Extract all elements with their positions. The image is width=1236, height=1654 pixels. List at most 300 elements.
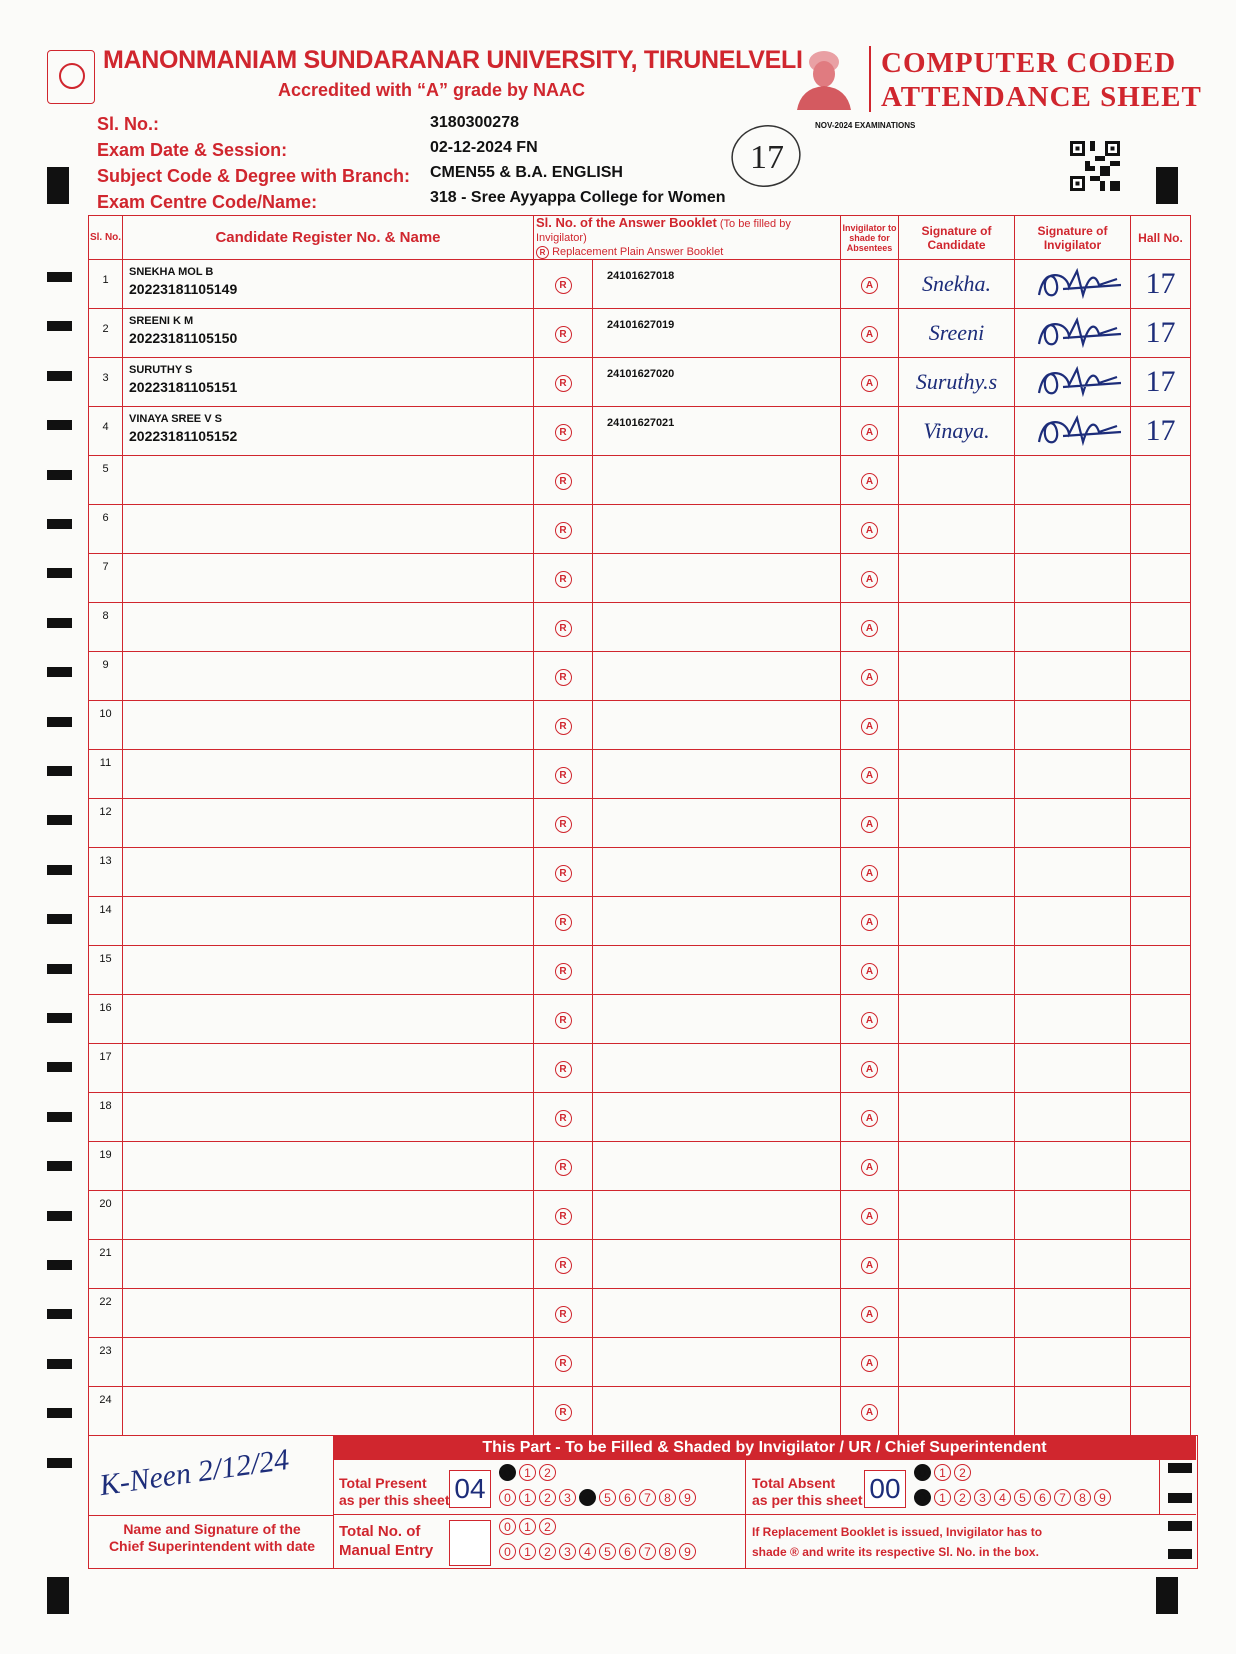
- row-sl: 6: [89, 505, 123, 554]
- table-row: [89, 1338, 1191, 1387]
- candidate-signature: [899, 1240, 1015, 1289]
- candidate-signature: [899, 1387, 1015, 1436]
- hall-number: [1131, 1338, 1191, 1387]
- candidate-cell: [123, 1142, 534, 1191]
- replacement-bubble[interactable]: R: [534, 554, 593, 603]
- candidate-signature: [899, 1044, 1015, 1093]
- candidate-cell: [123, 260, 534, 309]
- table-row: [89, 1191, 1191, 1240]
- booklet-cell[interactable]: [593, 701, 841, 750]
- candidate-name: VINAYA SREE V S: [129, 413, 222, 425]
- candidate-signature: [899, 848, 1015, 897]
- invigilator-signature: [1015, 1044, 1131, 1093]
- table-row: [89, 799, 1191, 848]
- replacement-bubble[interactable]: R: [534, 1338, 593, 1387]
- candidate-cell: [123, 1044, 534, 1093]
- candidate-cell: [123, 358, 534, 407]
- replacement-bubble[interactable]: R: [534, 1093, 593, 1142]
- invigilator-signature: [1015, 1338, 1131, 1387]
- table-row: [89, 603, 1191, 652]
- present-value[interactable]: 04: [449, 1470, 491, 1508]
- booklet-number: 24101627019: [607, 319, 675, 331]
- invigilator-signature: [1015, 603, 1131, 652]
- timing-mark: [47, 371, 72, 381]
- manual-label: Total No. of Manual Entry: [339, 1523, 434, 1559]
- booklet-cell[interactable]: [593, 309, 841, 358]
- hall-number: 17: [1131, 309, 1191, 358]
- manual-units-bubbles[interactable]: 0 1 2 3 4 5 6 7 8 9: [499, 1543, 696, 1560]
- row-sl: 4: [89, 407, 123, 456]
- candidate-signature: [899, 750, 1015, 799]
- table-row: [89, 456, 1191, 505]
- hall-number: [1131, 505, 1191, 554]
- timing-mark: [47, 865, 72, 875]
- date-value: 02-12-2024 FN: [430, 139, 538, 156]
- replacement-bubble[interactable]: R: [534, 1142, 593, 1191]
- timing-mark: [47, 766, 72, 776]
- timing-mark: [47, 1161, 72, 1171]
- table-row: [89, 309, 1191, 358]
- invigilator-signature: [1015, 407, 1131, 456]
- candidate-name: SURUTHY S: [129, 364, 193, 376]
- title-line-1: COMPUTER CODED: [881, 47, 1177, 79]
- candidate-cell: [123, 799, 534, 848]
- booklet-cell[interactable]: [593, 456, 841, 505]
- hall-number: [1131, 701, 1191, 750]
- row-sl: 8: [89, 603, 123, 652]
- footer-band: This Part - To be Filled & Shaded by Invigilator / UR / Chief Superintendent: [333, 1436, 1196, 1460]
- candidate-signature: Suruthy.s: [899, 358, 1015, 407]
- timing-mark: [47, 420, 72, 430]
- candidate-signature: Vinaya.: [899, 407, 1015, 456]
- candidate-signature: [899, 701, 1015, 750]
- header-invigilator-shade: Invigilator to shade for Absentees: [841, 216, 899, 260]
- candidate-cell: [123, 407, 534, 456]
- hall-number: [1131, 897, 1191, 946]
- booklet-cell[interactable]: [593, 1289, 841, 1338]
- table-row: [89, 995, 1191, 1044]
- candidate-signature: [899, 1142, 1015, 1191]
- candidate-signature: [899, 652, 1015, 701]
- hall-number: [1131, 750, 1191, 799]
- row-sl: 7: [89, 554, 123, 603]
- invigilator-signature: [1015, 652, 1131, 701]
- row-sl: 24: [89, 1387, 123, 1436]
- table-row: [89, 407, 1191, 456]
- timing-mark: [47, 272, 72, 282]
- row-sl: 14: [89, 897, 123, 946]
- row-sl: 5: [89, 456, 123, 505]
- replacement-bubble[interactable]: R: [534, 260, 593, 309]
- header-divider: [869, 46, 871, 112]
- candidate-signature: [899, 1338, 1015, 1387]
- hall-number: [1131, 652, 1191, 701]
- row-sl: 12: [89, 799, 123, 848]
- candidate-cell: [123, 995, 534, 1044]
- absent-bubble[interactable]: A: [841, 995, 899, 1044]
- absent-bubble[interactable]: A: [841, 407, 899, 456]
- booklet-cell[interactable]: [593, 505, 841, 554]
- candidate-cell: [123, 456, 534, 505]
- register-number: 20223181105150: [129, 330, 238, 346]
- header-candidate: Candidate Register No. & Name: [123, 216, 534, 260]
- absent-bubble[interactable]: A: [841, 897, 899, 946]
- replacement-bubble[interactable]: R: [534, 750, 593, 799]
- table-row: [89, 750, 1191, 799]
- row-sl: 3: [89, 358, 123, 407]
- row-sl: 22: [89, 1289, 123, 1338]
- invigilator-signature: [1015, 799, 1131, 848]
- candidate-cell: [123, 309, 534, 358]
- table-row: [89, 260, 1191, 309]
- absent-bubble[interactable]: A: [841, 309, 899, 358]
- hall-number: 17: [1131, 260, 1191, 309]
- booklet-cell[interactable]: [593, 554, 841, 603]
- svg-text:17: 17: [750, 139, 784, 176]
- absent-units-bubbles[interactable]: 0 1 2 3 4 5 6 7 8 9: [914, 1489, 1111, 1506]
- booklet-number: 24101627021: [607, 417, 675, 429]
- invigilator-signature: [1015, 995, 1131, 1044]
- replacement-bubble[interactable]: R: [534, 456, 593, 505]
- table-row: [89, 652, 1191, 701]
- replacement-bubble[interactable]: R: [534, 848, 593, 897]
- row-sl: 16: [89, 995, 123, 1044]
- absent-bubble[interactable]: A: [841, 554, 899, 603]
- exam-label: NOV-2024 EXAMINATIONS: [815, 121, 916, 130]
- candidate-signature: Snekha.: [899, 260, 1015, 309]
- candidate-signature: [899, 995, 1015, 1044]
- candidate-cell: [123, 1338, 534, 1387]
- candidate-signature: [899, 1191, 1015, 1240]
- register-number: 20223181105152: [129, 428, 238, 444]
- booklet-cell[interactable]: [593, 407, 841, 456]
- table-row: [89, 505, 1191, 554]
- timing-mark: [47, 1309, 72, 1319]
- present-units-bubbles[interactable]: 0 1 2 3 4 5 6 7 8 9: [499, 1489, 696, 1506]
- table-row: [89, 554, 1191, 603]
- booklet-cell[interactable]: [593, 1387, 841, 1436]
- university-name: MANONMANIAM SUNDARANAR UNIVERSITY, TIRUNELVELI: [103, 46, 803, 74]
- table-row: [89, 848, 1191, 897]
- booklet-cell[interactable]: [593, 1191, 841, 1240]
- table-row: [89, 1044, 1191, 1093]
- hall-number: [1131, 1289, 1191, 1338]
- hall-number: [1131, 554, 1191, 603]
- invigilator-signature: [1015, 1387, 1131, 1436]
- booklet-cell[interactable]: [593, 652, 841, 701]
- replacement-bubble[interactable]: R: [534, 1191, 593, 1240]
- header-sig-candidate: Signature of Candidate: [899, 216, 1015, 260]
- invigilator-signature: [1015, 358, 1131, 407]
- candidate-signature: [899, 1093, 1015, 1142]
- absent-label: Total Absent as per this sheet: [752, 1475, 863, 1508]
- row-sl: 23: [89, 1338, 123, 1387]
- candidate-cell: [123, 1191, 534, 1240]
- absent-bubble[interactable]: A: [841, 1289, 899, 1338]
- candidate-cell: [123, 554, 534, 603]
- candidate-signature: [899, 603, 1015, 652]
- row-sl: 19: [89, 1142, 123, 1191]
- candidate-cell: [123, 1093, 534, 1142]
- row-sl: 21: [89, 1240, 123, 1289]
- absent-bubble[interactable]: A: [841, 1240, 899, 1289]
- candidate-cell: [123, 652, 534, 701]
- register-number: 20223181105151: [129, 379, 238, 395]
- candidate-cell: [123, 1387, 534, 1436]
- booklet-cell[interactable]: [593, 750, 841, 799]
- timing-mark: [1156, 1577, 1178, 1614]
- booklet-cell[interactable]: [593, 358, 841, 407]
- replacement-bubble[interactable]: R: [534, 1289, 593, 1338]
- absent-bubble[interactable]: A: [841, 1338, 899, 1387]
- sheet-title: [881, 46, 1202, 114]
- booklet-cell[interactable]: [593, 1240, 841, 1289]
- timing-mark: [47, 167, 69, 204]
- candidate-cell: [123, 946, 534, 995]
- replacement-note: If Replacement Booklet is issued, Invigilator has to shade ® and write its respective Sl. No. in the box.: [752, 1525, 1043, 1559]
- timing-mark: [47, 519, 72, 529]
- invigilator-signature: [1015, 848, 1131, 897]
- timing-mark: [47, 321, 72, 331]
- replacement-bubble[interactable]: R: [534, 897, 593, 946]
- candidate-signature: [899, 1289, 1015, 1338]
- candidate-cell: [123, 603, 534, 652]
- absent-bubble[interactable]: A: [841, 652, 899, 701]
- candidate-signature: Sreeni: [899, 309, 1015, 358]
- absent-bubble[interactable]: A: [841, 1142, 899, 1191]
- title-line-2: ATTENDANCE SHEET: [881, 81, 1202, 113]
- timing-mark: [47, 667, 72, 677]
- booklet-number: 24101627018: [607, 270, 675, 282]
- hall-number: [1131, 946, 1191, 995]
- candidate-signature: [899, 456, 1015, 505]
- timing-mark: [1156, 167, 1178, 204]
- qr-code: [1070, 141, 1120, 191]
- header-sig-invigilator: Signature of Invigilator: [1015, 216, 1131, 260]
- booklet-cell[interactable]: [593, 1093, 841, 1142]
- chief-signature: K-Neen 2/12/24: [97, 1442, 292, 1503]
- candidate-signature: [899, 897, 1015, 946]
- row-sl: 20: [89, 1191, 123, 1240]
- hall-number: [1131, 1240, 1191, 1289]
- chief-label: Name and Signature of the Chief Superintendent with date: [108, 1521, 316, 1554]
- absent-bubble[interactable]: A: [841, 1191, 899, 1240]
- row-sl: 13: [89, 848, 123, 897]
- timing-mark: [47, 1260, 72, 1270]
- hall-number: [1131, 456, 1191, 505]
- invigilator-signature: [1015, 1191, 1131, 1240]
- replacement-bubble[interactable]: R: [534, 505, 593, 554]
- sl-label: Sl. No.:: [97, 114, 159, 134]
- manual-tens-bubbles[interactable]: 0 1 2: [499, 1518, 556, 1535]
- date-label: Exam Date & Session:: [97, 140, 288, 160]
- invigilator-signature: [1015, 554, 1131, 603]
- invigilator-signature: [1015, 897, 1131, 946]
- header-sl: Sl. No.: [89, 216, 123, 260]
- hall-number: 17: [1131, 407, 1191, 456]
- replacement-bubble[interactable]: R: [534, 946, 593, 995]
- absent-bubble[interactable]: A: [841, 848, 899, 897]
- timing-mark: [47, 1062, 72, 1072]
- invigilator-signature: [1015, 1240, 1131, 1289]
- invigilator-signature: [1015, 1093, 1131, 1142]
- invigilator-signature: [1015, 505, 1131, 554]
- absent-bubble[interactable]: A: [841, 946, 899, 995]
- timing-mark: [47, 568, 72, 578]
- candidate-signature: [899, 946, 1015, 995]
- invigilator-signature: [1015, 1142, 1131, 1191]
- absent-value[interactable]: 00: [864, 1470, 906, 1508]
- candidate-cell: [123, 1289, 534, 1338]
- absent-bubble[interactable]: A: [841, 750, 899, 799]
- booklet-cell[interactable]: [593, 897, 841, 946]
- booklet-cell[interactable]: [593, 1142, 841, 1191]
- hall-number: [1131, 603, 1191, 652]
- subject-value: CMEN55 & B.A. ENGLISH: [430, 164, 623, 181]
- absent-bubble[interactable]: A: [841, 456, 899, 505]
- absent-bubble[interactable]: A: [841, 260, 899, 309]
- booklet-cell[interactable]: [593, 1044, 841, 1093]
- table-row: [89, 358, 1191, 407]
- replacement-bubble[interactable]: R: [534, 799, 593, 848]
- candidate-cell: [123, 848, 534, 897]
- subject-label: Subject Code & Degree with Branch:: [97, 166, 411, 186]
- centre-value: 318 - Sree Ayyappa College for Women: [430, 189, 726, 206]
- absent-bubble[interactable]: A: [841, 603, 899, 652]
- hall-number: [1131, 995, 1191, 1044]
- replacement-bubble[interactable]: R: [534, 1387, 593, 1436]
- booklet-number: 24101627020: [607, 368, 675, 380]
- portrait-emblem: [793, 44, 855, 110]
- absent-bubble[interactable]: A: [841, 701, 899, 750]
- header-booklet: Sl. No. of the Answer Booklet (To be filled by Invigilator) R Replacement Plain Answer Booklet: [534, 216, 841, 260]
- invigilator-signature: [1015, 1289, 1131, 1338]
- replacement-bubble[interactable]: R: [534, 407, 593, 456]
- candidate-signature: [899, 505, 1015, 554]
- candidate-cell: [123, 1240, 534, 1289]
- timing-mark: [47, 618, 72, 628]
- row-sl: 2: [89, 309, 123, 358]
- manual-entry-box[interactable]: [449, 1520, 491, 1566]
- invigilator-signature: [1015, 260, 1131, 309]
- timing-mark: [47, 470, 72, 480]
- hall-number: [1131, 1093, 1191, 1142]
- invigilator-signature: [1015, 946, 1131, 995]
- absent-tens-bubbles[interactable]: 0 1 2: [914, 1464, 971, 1481]
- table-row: [89, 1240, 1191, 1289]
- replacement-bubble[interactable]: R: [534, 1044, 593, 1093]
- row-sl: 10: [89, 701, 123, 750]
- attendance-table: [88, 215, 1191, 1436]
- replacement-bubble[interactable]: R: [534, 309, 593, 358]
- present-label: Total Present as per this sheet: [339, 1475, 450, 1508]
- timing-mark: [47, 1211, 72, 1221]
- candidate-signature: [899, 554, 1015, 603]
- candidate-cell: [123, 897, 534, 946]
- table-row: [89, 946, 1191, 995]
- row-sl: 18: [89, 1093, 123, 1142]
- absent-bubble[interactable]: A: [841, 505, 899, 554]
- replacement-bubble[interactable]: R: [534, 603, 593, 652]
- booklet-cell[interactable]: [593, 1338, 841, 1387]
- timing-mark: [47, 914, 72, 924]
- booklet-cell[interactable]: [593, 848, 841, 897]
- present-tens-bubbles[interactable]: 0 1 2: [499, 1464, 556, 1481]
- timing-mark: [47, 1013, 72, 1023]
- hall-number: [1131, 848, 1191, 897]
- table-row: [89, 897, 1191, 946]
- booklet-cell[interactable]: [593, 603, 841, 652]
- replacement-bubble[interactable]: R: [534, 358, 593, 407]
- row-sl: 17: [89, 1044, 123, 1093]
- booklet-cell[interactable]: [593, 260, 841, 309]
- circled-hall-number: [726, 118, 806, 194]
- row-sl: 9: [89, 652, 123, 701]
- invigilator-signature: [1015, 750, 1131, 799]
- table-row: [89, 1142, 1191, 1191]
- centre-label: Exam Centre Code/Name:: [97, 192, 318, 212]
- hall-number: 17: [1131, 358, 1191, 407]
- replacement-bubble[interactable]: R: [534, 701, 593, 750]
- candidate-cell: [123, 750, 534, 799]
- invigilator-signature: [1015, 701, 1131, 750]
- candidate-name: SNEKHA MOL B: [129, 266, 214, 278]
- booklet-cell[interactable]: [593, 799, 841, 848]
- timing-mark: [47, 1112, 72, 1122]
- register-number: 20223181105149: [129, 281, 238, 297]
- timing-mark: [47, 964, 72, 974]
- candidate-cell: [123, 701, 534, 750]
- table-row: [89, 701, 1191, 750]
- table-row: [89, 1289, 1191, 1338]
- hall-number: [1131, 1044, 1191, 1093]
- hall-number: [1131, 1191, 1191, 1240]
- absent-bubble[interactable]: A: [841, 1093, 899, 1142]
- absent-bubble[interactable]: A: [841, 799, 899, 848]
- hall-number: [1131, 1142, 1191, 1191]
- timing-mark: [47, 1458, 72, 1468]
- hall-number: [1131, 1387, 1191, 1436]
- replacement-bubble[interactable]: R: [534, 652, 593, 701]
- candidate-signature: [899, 799, 1015, 848]
- university-logo: [47, 50, 95, 104]
- replacement-bubble[interactable]: R: [534, 995, 593, 1044]
- footer-section: [88, 1435, 1198, 1569]
- row-sl: 1: [89, 260, 123, 309]
- absent-bubble[interactable]: A: [841, 1387, 899, 1436]
- candidate-name: SREENI K M: [129, 315, 194, 327]
- invigilator-signature: [1015, 309, 1131, 358]
- timing-mark: [47, 1408, 72, 1418]
- accreditation: Accredited with “A” grade by NAAC: [278, 80, 586, 100]
- timing-mark: [47, 1359, 72, 1369]
- booklet-cell[interactable]: [593, 946, 841, 995]
- timing-mark: [47, 717, 72, 727]
- row-sl: 11: [89, 750, 123, 799]
- timing-mark: [47, 1577, 69, 1614]
- table-row: [89, 1093, 1191, 1142]
- absent-bubble[interactable]: A: [841, 1044, 899, 1093]
- absent-bubble[interactable]: A: [841, 358, 899, 407]
- header-hall: Hall No.: [1131, 216, 1191, 260]
- booklet-cell[interactable]: [593, 995, 841, 1044]
- sl-value: 3180300278: [430, 114, 519, 131]
- candidate-cell: [123, 505, 534, 554]
- table-row: [89, 1387, 1191, 1436]
- invigilator-signature: [1015, 456, 1131, 505]
- replacement-bubble[interactable]: R: [534, 1240, 593, 1289]
- timing-mark: [47, 815, 72, 825]
